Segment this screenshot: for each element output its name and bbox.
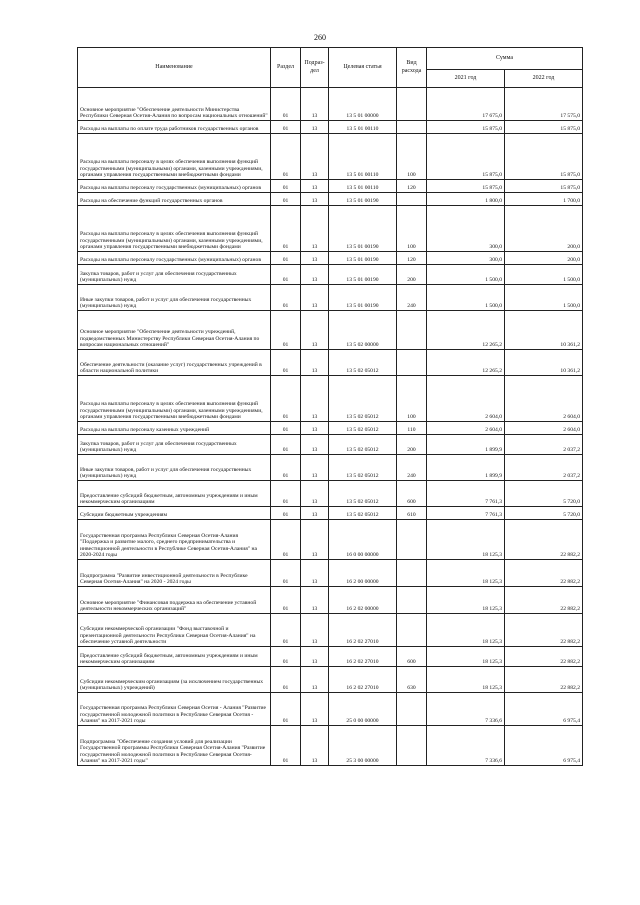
row-expense-type-cell bbox=[397, 520, 427, 560]
row-expense-type-cell: 100 bbox=[397, 134, 427, 180]
row-target-article-cell: 13 5 02 05012 bbox=[329, 422, 397, 435]
row-target-article-cell: 25 3 00 00000 bbox=[329, 726, 397, 766]
row-sum-2021-cell: 15 875,0 bbox=[427, 121, 505, 134]
row-sum-2022-cell: 2 037,2 bbox=[505, 435, 583, 455]
header-section: Раздел bbox=[271, 48, 301, 88]
row-name-cell: Закупка товаров, работ и услуг для обеспечения государственных (муниципальных) нужд bbox=[78, 265, 271, 285]
row-sum-2021-cell: 2 604,0 bbox=[427, 376, 505, 422]
table-row bbox=[78, 180, 583, 193]
row-subsection-cell: 13 bbox=[301, 560, 329, 587]
row-name-cell: Подпрограмма "Обеспечение создания условий для реализации Государственной программы Республики Северная Осетия-Алания "Развитие государственной молодежной политики в Республике Северная Осетия-Алания" на 2017-2021 годы" bbox=[78, 726, 271, 766]
table-row bbox=[78, 435, 583, 455]
row-sum-2022-cell: 10 361,2 bbox=[505, 350, 583, 376]
row-subsection-cell: 13 bbox=[301, 88, 329, 121]
table-row bbox=[78, 422, 583, 435]
row-expense-type-cell: 610 bbox=[397, 507, 427, 520]
row-target-article-cell: 13 5 01 00190 bbox=[329, 285, 397, 311]
header-subsection: Подраз- дел bbox=[301, 48, 329, 88]
row-target-article-cell: 13 5 01 00110 bbox=[329, 180, 397, 193]
table-row bbox=[78, 647, 583, 667]
table-row bbox=[78, 311, 583, 350]
table-row bbox=[78, 560, 583, 587]
row-sum-2021-cell: 18 125,3 bbox=[427, 560, 505, 587]
header-year-2022: 2022 год bbox=[505, 70, 583, 88]
row-sum-2022-cell: 5 720,0 bbox=[505, 481, 583, 507]
row-subsection-cell: 13 bbox=[301, 134, 329, 180]
row-subsection-cell: 13 bbox=[301, 376, 329, 422]
row-sum-2021-cell: 1 500,0 bbox=[427, 265, 505, 285]
table-row bbox=[78, 134, 583, 180]
row-name-cell: Иные закупки товаров, работ и услуг для обеспечения государственных (муниципальных) нужд bbox=[78, 455, 271, 481]
row-subsection-cell: 13 bbox=[301, 693, 329, 726]
row-sum-2022-cell: 22 882,2 bbox=[505, 520, 583, 560]
row-name-cell: Закупка товаров, работ и услуг для обеспечения государственных (муниципальных) нужд bbox=[78, 435, 271, 455]
row-subsection-cell: 13 bbox=[301, 285, 329, 311]
row-sum-2021-cell: 300,0 bbox=[427, 206, 505, 252]
row-sum-2021-cell: 1 899,9 bbox=[427, 455, 505, 481]
row-target-article-cell: 13 5 02 05012 bbox=[329, 507, 397, 520]
row-target-article-cell: 13 5 02 05012 bbox=[329, 350, 397, 376]
row-section-cell: 01 bbox=[271, 265, 301, 285]
row-section-cell: 01 bbox=[271, 376, 301, 422]
row-target-article-cell: 13 5 01 00190 bbox=[329, 193, 397, 206]
row-sum-2022-cell: 1 500,0 bbox=[505, 285, 583, 311]
row-expense-type-cell bbox=[397, 88, 427, 121]
row-expense-type-cell: 600 bbox=[397, 647, 427, 667]
row-name-cell: Основное мероприятие "Обеспечение деятельности учреждений, подведомственных Министерству Республики Северная Осетия-Алания по вопросам национальных отношений" bbox=[78, 311, 271, 350]
row-target-article-cell: 13 5 02 05012 bbox=[329, 455, 397, 481]
row-name-cell: Предоставление субсидий бюджетным, автономным учреждениям и иным некоммерческим организациям bbox=[78, 481, 271, 507]
table-row bbox=[78, 265, 583, 285]
row-name-cell: Расходы на выплаты по оплате труда работников государственных органов bbox=[78, 121, 271, 134]
row-target-article-cell: 13 5 01 00110 bbox=[329, 121, 397, 134]
row-sum-2022-cell: 6 975,4 bbox=[505, 726, 583, 766]
row-sum-2021-cell: 18 125,3 bbox=[427, 647, 505, 667]
row-sum-2021-cell: 15 875,0 bbox=[427, 180, 505, 193]
row-subsection-cell: 13 bbox=[301, 667, 329, 693]
row-name-cell: Субсидии бюджетным учреждениям bbox=[78, 507, 271, 520]
table-body bbox=[78, 88, 583, 766]
header-name: Наименование bbox=[78, 48, 271, 88]
row-subsection-cell: 13 bbox=[301, 726, 329, 766]
row-section-cell: 01 bbox=[271, 587, 301, 614]
row-expense-type-cell bbox=[397, 587, 427, 614]
row-expense-type-cell: 200 bbox=[397, 265, 427, 285]
row-section-cell: 01 bbox=[271, 726, 301, 766]
row-subsection-cell: 13 bbox=[301, 435, 329, 455]
row-sum-2021-cell: 12 265,2 bbox=[427, 350, 505, 376]
row-sum-2021-cell: 18 125,3 bbox=[427, 667, 505, 693]
row-subsection-cell: 13 bbox=[301, 422, 329, 435]
row-name-cell: Субсидии некоммерческим организациям (за исключением государственных (муниципальных) учреждений) bbox=[78, 667, 271, 693]
row-name-cell: Расходы на выплаты персоналу государственных (муниципальных) органов bbox=[78, 252, 271, 265]
row-sum-2021-cell: 7 761,3 bbox=[427, 507, 505, 520]
row-name-cell: Государственная программа Республики Северная Осетия - Алания "Развитие государственной молодежной политики в Республике Северная Осетия - Алания" на 2017-2021 годы bbox=[78, 693, 271, 726]
row-expense-type-cell: 200 bbox=[397, 435, 427, 455]
row-expense-type-cell: 120 bbox=[397, 180, 427, 193]
row-sum-2022-cell: 22 882,2 bbox=[505, 667, 583, 693]
table-row bbox=[78, 193, 583, 206]
row-subsection-cell: 13 bbox=[301, 507, 329, 520]
row-sum-2022-cell: 22 882,2 bbox=[505, 560, 583, 587]
row-section-cell: 01 bbox=[271, 285, 301, 311]
row-section-cell: 01 bbox=[271, 422, 301, 435]
row-section-cell: 01 bbox=[271, 193, 301, 206]
row-name-cell: Предоставление субсидий бюджетным, автономным учреждениям и иным некоммерческим организациям bbox=[78, 647, 271, 667]
table-row bbox=[78, 88, 583, 121]
row-expense-type-cell bbox=[397, 193, 427, 206]
row-target-article-cell: 16 2 00 00000 bbox=[329, 560, 397, 587]
row-name-cell: Обеспечение деятельности (оказание услуг) государственных учреждений в области национальной политики bbox=[78, 350, 271, 376]
row-target-article-cell: 16 2 02 27010 bbox=[329, 647, 397, 667]
row-sum-2021-cell: 17 675,0 bbox=[427, 88, 505, 121]
row-subsection-cell: 13 bbox=[301, 520, 329, 560]
row-sum-2021-cell: 2 604,0 bbox=[427, 422, 505, 435]
row-expense-type-cell bbox=[397, 350, 427, 376]
row-sum-2022-cell: 15 875,0 bbox=[505, 134, 583, 180]
row-section-cell: 01 bbox=[271, 311, 301, 350]
row-expense-type-cell: 630 bbox=[397, 667, 427, 693]
row-name-cell: Основное мероприятие "Финансовая поддержка на обеспечение уставной деятельности некоммерческих организаций" bbox=[78, 587, 271, 614]
row-sum-2022-cell: 2 604,0 bbox=[505, 422, 583, 435]
row-section-cell: 01 bbox=[271, 455, 301, 481]
row-name-cell: Расходы на выплаты персоналу в целях обеспечения выполнения функций государственными (муниципальными) органами, казенными учреждениями, органами управления государственными внебюджетными фондами bbox=[78, 206, 271, 252]
header-expense-type: Вид расхода bbox=[397, 48, 427, 88]
row-sum-2022-cell: 10 361,2 bbox=[505, 311, 583, 350]
row-sum-2022-cell: 22 882,2 bbox=[505, 614, 583, 647]
row-sum-2022-cell: 17 575,0 bbox=[505, 88, 583, 121]
table-row bbox=[78, 206, 583, 252]
row-sum-2021-cell: 7 336,6 bbox=[427, 726, 505, 766]
table-row bbox=[78, 376, 583, 422]
table-row bbox=[78, 726, 583, 766]
row-section-cell: 01 bbox=[271, 134, 301, 180]
row-target-article-cell: 13 5 01 00190 bbox=[329, 206, 397, 252]
row-section-cell: 01 bbox=[271, 614, 301, 647]
row-section-cell: 01 bbox=[271, 507, 301, 520]
row-name-cell: Расходы на обеспечение функций государственных органов bbox=[78, 193, 271, 206]
row-section-cell: 01 bbox=[271, 121, 301, 134]
table-header bbox=[78, 48, 583, 88]
row-target-article-cell: 16 2 02 00000 bbox=[329, 587, 397, 614]
row-target-article-cell: 16 0 00 00000 bbox=[329, 520, 397, 560]
row-subsection-cell: 13 bbox=[301, 180, 329, 193]
row-subsection-cell: 13 bbox=[301, 481, 329, 507]
row-section-cell: 01 bbox=[271, 667, 301, 693]
row-target-article-cell: 13 5 02 00000 bbox=[329, 311, 397, 350]
row-expense-type-cell bbox=[397, 560, 427, 587]
row-section-cell: 01 bbox=[271, 520, 301, 560]
row-sum-2022-cell: 22 882,2 bbox=[505, 647, 583, 667]
row-expense-type-cell: 240 bbox=[397, 285, 427, 311]
row-expense-type-cell: 120 bbox=[397, 252, 427, 265]
row-sum-2022-cell: 2 037,2 bbox=[505, 455, 583, 481]
row-sum-2021-cell: 7 336,6 bbox=[427, 693, 505, 726]
row-sum-2022-cell: 200,0 bbox=[505, 252, 583, 265]
row-section-cell: 01 bbox=[271, 350, 301, 376]
row-name-cell: Основное мероприятие "Обеспечение деятельности Министерства Республики Северная Осетия-Алания по вопросам национальных отношений" bbox=[78, 88, 271, 121]
row-section-cell: 01 bbox=[271, 252, 301, 265]
row-subsection-cell: 13 bbox=[301, 647, 329, 667]
table-row bbox=[78, 520, 583, 560]
row-subsection-cell: 13 bbox=[301, 252, 329, 265]
page-number: 260 bbox=[314, 33, 326, 42]
table-row bbox=[78, 481, 583, 507]
row-name-cell: Расходы на выплаты персоналу в целях обеспечения выполнения функций государственными (муниципальными) органами, казенными учреждениями, органами управления государственными внебюджетными фондами bbox=[78, 376, 271, 422]
row-target-article-cell: 13 5 01 00000 bbox=[329, 88, 397, 121]
row-subsection-cell: 13 bbox=[301, 311, 329, 350]
row-sum-2021-cell: 18 125,3 bbox=[427, 614, 505, 647]
row-name-cell: Субсидии некоммерческой организации "Фонд выставочной и презентационной деятельности Республики Северная Осетия-Алания" на обеспечение уставной деятельности bbox=[78, 614, 271, 647]
row-sum-2021-cell: 1 800,0 bbox=[427, 193, 505, 206]
row-name-cell: Расходы на выплаты персоналу государственных (муниципальных) органов bbox=[78, 180, 271, 193]
row-subsection-cell: 13 bbox=[301, 193, 329, 206]
table-row bbox=[78, 507, 583, 520]
row-name-cell: Государственная программа Республики Северная Осетия-Алания "Поддержка и развитие малого, среднего предпринимательства и инвестиционной деятельности в Республике Северная Осетия-Алания" на 2020-2024 годы bbox=[78, 520, 271, 560]
row-sum-2022-cell: 1 500,0 bbox=[505, 265, 583, 285]
row-expense-type-cell bbox=[397, 693, 427, 726]
row-target-article-cell: 13 5 01 00110 bbox=[329, 134, 397, 180]
table-row bbox=[78, 350, 583, 376]
budget-table bbox=[77, 47, 583, 766]
row-target-article-cell: 16 2 02 27010 bbox=[329, 614, 397, 647]
row-sum-2021-cell: 7 761,3 bbox=[427, 481, 505, 507]
row-expense-type-cell bbox=[397, 726, 427, 766]
row-sum-2022-cell: 15 875,0 bbox=[505, 121, 583, 134]
row-subsection-cell: 13 bbox=[301, 614, 329, 647]
row-section-cell: 01 bbox=[271, 435, 301, 455]
row-target-article-cell: 13 5 02 05012 bbox=[329, 481, 397, 507]
table-row bbox=[78, 587, 583, 614]
row-expense-type-cell bbox=[397, 311, 427, 350]
row-target-article-cell: 13 5 02 05012 bbox=[329, 376, 397, 422]
row-target-article-cell: 13 5 01 00190 bbox=[329, 252, 397, 265]
table-row bbox=[78, 693, 583, 726]
row-section-cell: 01 bbox=[271, 206, 301, 252]
row-subsection-cell: 13 bbox=[301, 455, 329, 481]
row-section-cell: 01 bbox=[271, 180, 301, 193]
row-subsection-cell: 13 bbox=[301, 121, 329, 134]
row-sum-2021-cell: 1 899,9 bbox=[427, 435, 505, 455]
row-target-article-cell: 16 2 02 27010 bbox=[329, 667, 397, 693]
row-target-article-cell: 13 5 01 00190 bbox=[329, 265, 397, 285]
header-target-article: Целевая статья bbox=[329, 48, 397, 88]
table-row bbox=[78, 285, 583, 311]
table-row bbox=[78, 455, 583, 481]
row-name-cell: Иные закупки товаров, работ и услуг для обеспечения государственных (муниципальных) нужд bbox=[78, 285, 271, 311]
row-section-cell: 01 bbox=[271, 647, 301, 667]
row-sum-2021-cell: 1 500,0 bbox=[427, 285, 505, 311]
row-expense-type-cell bbox=[397, 614, 427, 647]
row-expense-type-cell: 100 bbox=[397, 206, 427, 252]
header-year-2021: 2021 год bbox=[427, 70, 505, 88]
table-row bbox=[78, 614, 583, 647]
row-sum-2021-cell: 300,0 bbox=[427, 252, 505, 265]
row-subsection-cell: 13 bbox=[301, 206, 329, 252]
row-sum-2022-cell: 5 720,0 bbox=[505, 507, 583, 520]
table-row bbox=[78, 667, 583, 693]
header-sum: Сумма bbox=[427, 48, 583, 70]
row-sum-2021-cell: 18 125,3 bbox=[427, 520, 505, 560]
row-sum-2021-cell: 18 125,3 bbox=[427, 587, 505, 614]
row-target-article-cell: 25 0 00 00000 bbox=[329, 693, 397, 726]
row-section-cell: 01 bbox=[271, 88, 301, 121]
row-expense-type-cell: 240 bbox=[397, 455, 427, 481]
row-sum-2022-cell: 6 975,4 bbox=[505, 693, 583, 726]
row-sum-2021-cell: 15 875,0 bbox=[427, 134, 505, 180]
row-expense-type-cell: 110 bbox=[397, 422, 427, 435]
row-name-cell: Подпрограмма "Развитие инвестиционной деятельности в Республике Северная Осетия-Алания" на 2020 - 2024 годы bbox=[78, 560, 271, 587]
row-expense-type-cell: 100 bbox=[397, 376, 427, 422]
row-subsection-cell: 13 bbox=[301, 350, 329, 376]
row-section-cell: 01 bbox=[271, 693, 301, 726]
row-sum-2022-cell: 15 875,0 bbox=[505, 180, 583, 193]
row-name-cell: Расходы на выплаты персоналу в целях обеспечения выполнения функций государственными (муниципальными) органами, казенными учреждениями, органами управления государственными внебюджетными фондами bbox=[78, 134, 271, 180]
row-sum-2021-cell: 12 265,2 bbox=[427, 311, 505, 350]
row-sum-2022-cell: 2 604,0 bbox=[505, 376, 583, 422]
row-subsection-cell: 13 bbox=[301, 265, 329, 285]
row-subsection-cell: 13 bbox=[301, 587, 329, 614]
row-sum-2022-cell: 200,0 bbox=[505, 206, 583, 252]
table-row bbox=[78, 121, 583, 134]
row-sum-2022-cell: 22 882,2 bbox=[505, 587, 583, 614]
table-row bbox=[78, 252, 583, 265]
row-section-cell: 01 bbox=[271, 481, 301, 507]
row-name-cell: Расходы на выплаты персоналу казенных учреждений bbox=[78, 422, 271, 435]
row-expense-type-cell bbox=[397, 121, 427, 134]
row-expense-type-cell: 600 bbox=[397, 481, 427, 507]
row-section-cell: 01 bbox=[271, 560, 301, 587]
row-sum-2022-cell: 1 700,0 bbox=[505, 193, 583, 206]
row-target-article-cell: 13 5 02 05012 bbox=[329, 435, 397, 455]
